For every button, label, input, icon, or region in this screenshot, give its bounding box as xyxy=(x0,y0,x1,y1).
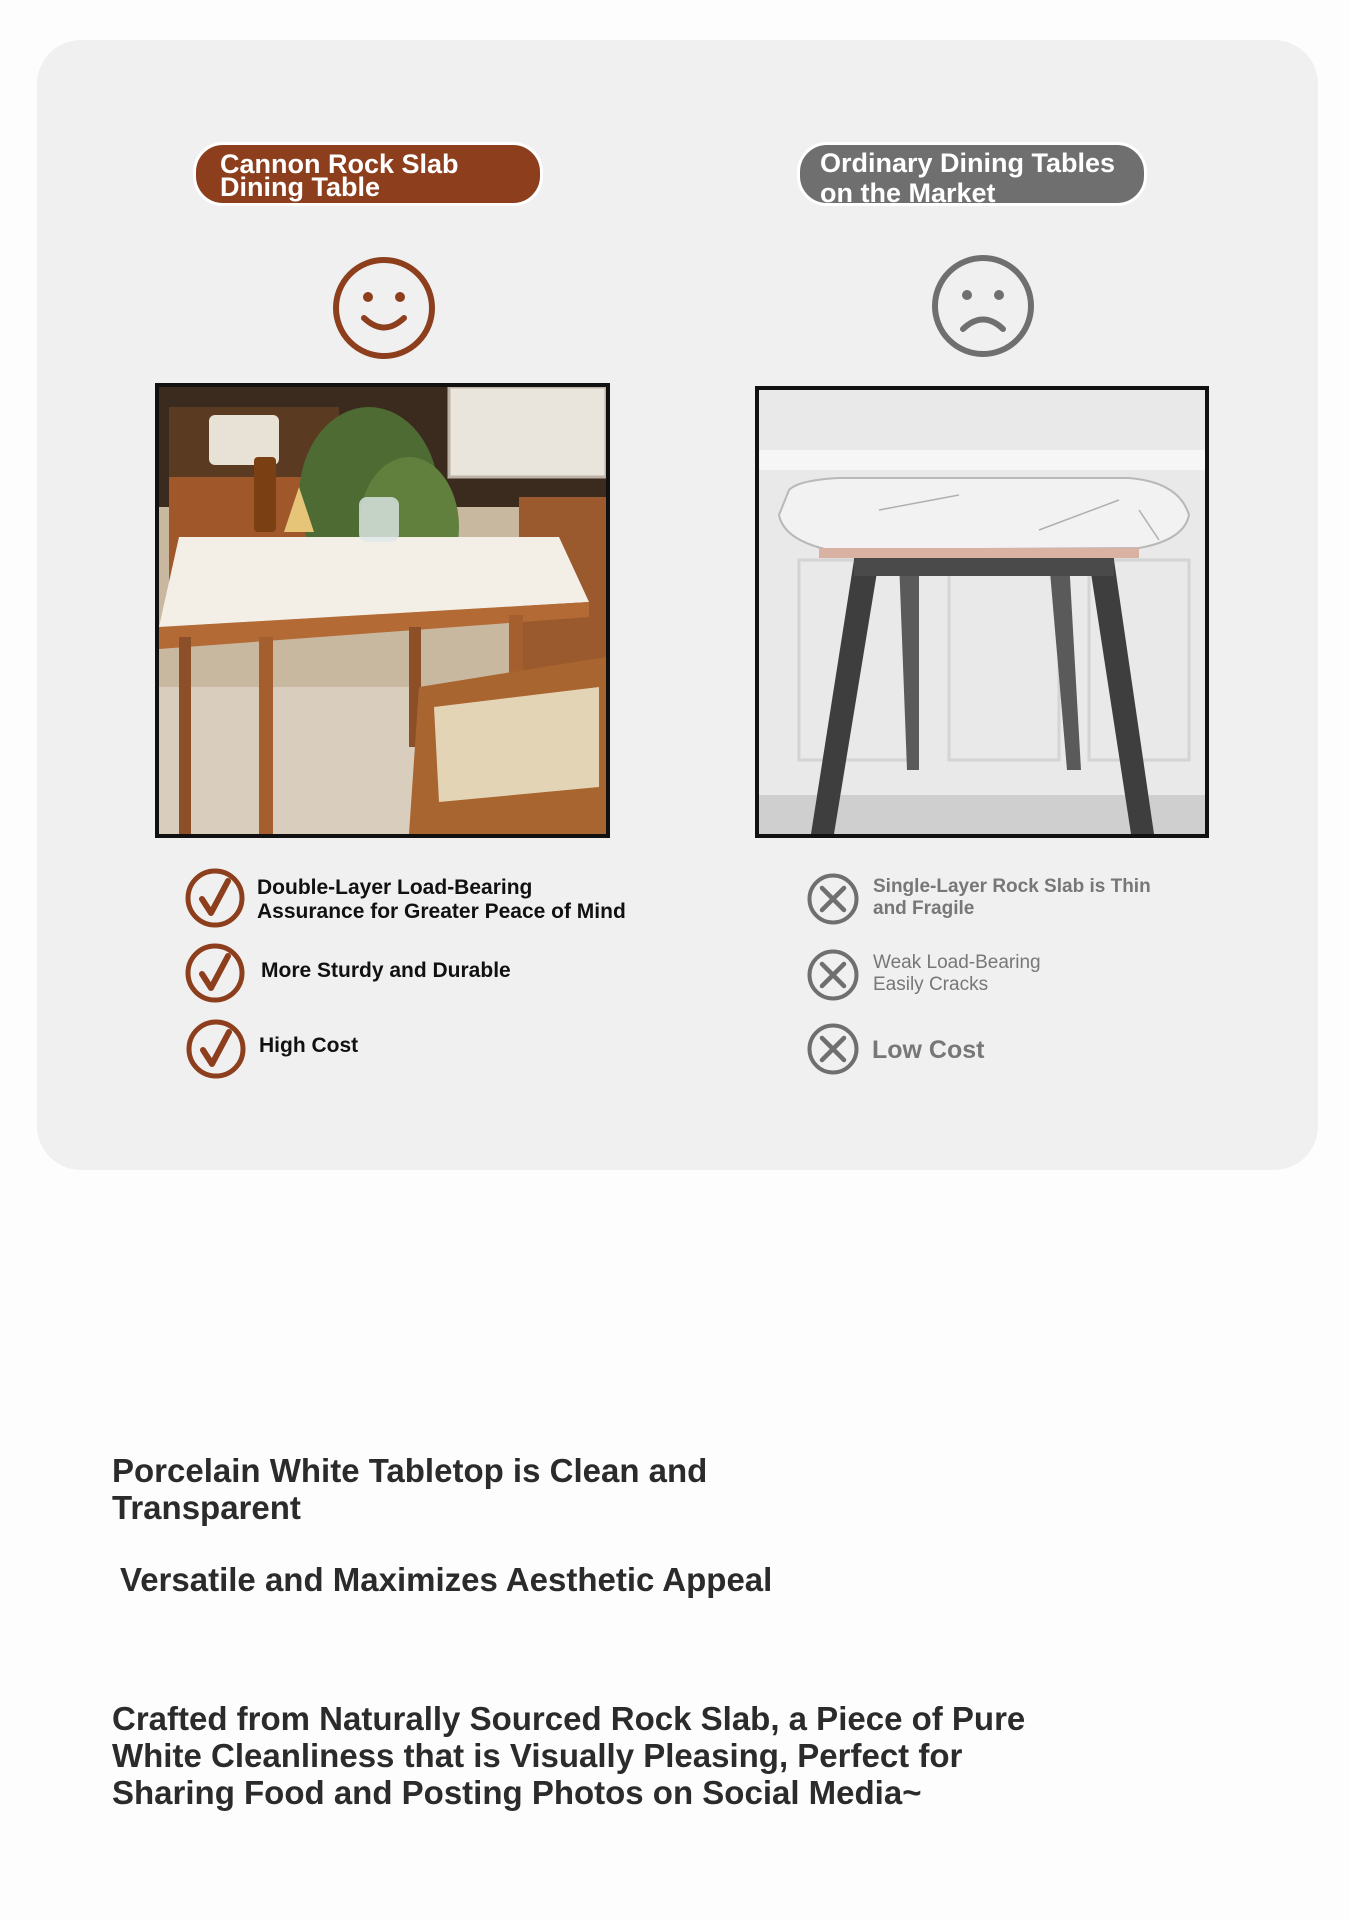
description-body-line2: White Cleanliness that is Visually Pleasing, Perfect for xyxy=(112,1737,963,1774)
product-title-line2: Dining Table xyxy=(220,172,380,202)
x-circle-icon xyxy=(806,1022,860,1076)
description-subheading: Versatile and Maximizes Aesthetic Appeal xyxy=(120,1561,773,1598)
competitor-feature-2-line1: Weak Load-Bearing xyxy=(873,952,1041,973)
check-circle-icon xyxy=(184,942,246,1004)
competitor-title-line2: on the Market xyxy=(820,178,996,208)
product-title-badge xyxy=(193,142,543,206)
description-heading-line1: Porcelain White Tabletop is Clean and xyxy=(112,1452,708,1489)
competitor-title-line1: Ordinary Dining Tables xyxy=(820,148,1116,178)
description-heading xyxy=(112,1452,707,1526)
competitor-title-badge xyxy=(797,142,1147,206)
competitor-feature-2-line2: Easily Cracks xyxy=(873,974,989,995)
check-circle-icon xyxy=(184,867,246,929)
x-circle-icon xyxy=(806,948,860,1002)
check-circle-icon xyxy=(185,1018,247,1080)
competitor-feature-1-line2: and Fragile xyxy=(873,898,975,919)
x-circle-icon xyxy=(806,872,860,926)
competitor-photo xyxy=(755,386,1209,838)
product-feature-3-line1: High Cost xyxy=(259,1034,359,1057)
product-photo xyxy=(155,383,610,838)
competitor-feature-3-line1: Low Cost xyxy=(872,1036,985,1064)
description-body-line1: Crafted from Naturally Sourced Rock Slab, a Piece of Pure xyxy=(112,1700,1026,1737)
product-feature-1-line1: Double-Layer Load-Bearing xyxy=(257,876,533,899)
frown-icon xyxy=(930,253,1036,364)
smile-icon xyxy=(331,255,437,366)
description-body-line3: Sharing Food and Posting Photos on Social Media~ xyxy=(112,1774,922,1811)
description-heading-line2: Transparent xyxy=(112,1489,301,1526)
product-feature-1-line2: Assurance for Greater Peace of Mind xyxy=(257,900,626,923)
competitor-feature-1-line1: Single-Layer Rock Slab is Thin xyxy=(873,876,1151,897)
product-title-line1: Cannon Rock Slab xyxy=(220,149,459,179)
description-body xyxy=(112,1700,1025,1811)
product-feature-2-line1: More Sturdy and Durable xyxy=(261,959,511,982)
